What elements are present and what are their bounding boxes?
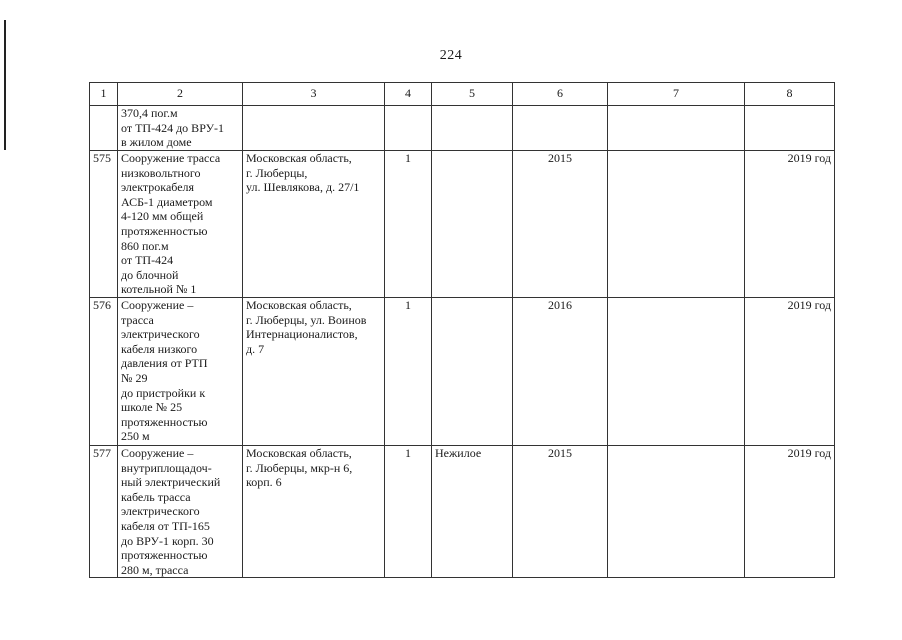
- header-col-2: 2: [118, 83, 243, 106]
- description-line: 4-120 мм общей: [121, 209, 204, 224]
- object-quantity: [385, 106, 432, 151]
- object-col7: [608, 297, 745, 445]
- row-number: 575: [90, 151, 118, 298]
- object-status: [432, 297, 513, 445]
- description-line: протяженностью: [121, 414, 208, 429]
- address-line: г. Люберцы, ул. Воинов: [246, 312, 367, 327]
- address-line: г. Люберцы,: [246, 165, 308, 180]
- page-number: 224: [439, 48, 463, 63]
- description-line: электрического: [121, 327, 200, 342]
- description-line: электрокабеля: [121, 180, 195, 195]
- object-year: 2016: [513, 297, 608, 445]
- description-line: 370,4 пог.м: [121, 106, 178, 120]
- object-status: [432, 106, 513, 151]
- header-col-6: 6: [513, 83, 608, 106]
- object-col7: [608, 151, 745, 298]
- row-number: 577: [90, 445, 118, 577]
- address-line: д. 7: [246, 341, 265, 356]
- description-line: Сооружение –: [121, 445, 194, 460]
- description-line: АСБ-1 диаметром: [121, 194, 213, 209]
- object-registration: 2019 год: [745, 445, 835, 577]
- description-line: школе № 25: [121, 400, 183, 415]
- header-col-3: 3: [243, 83, 385, 106]
- object-address: [243, 445, 385, 577]
- description-line: ный электрический: [121, 475, 221, 490]
- object-description: [118, 106, 243, 151]
- description-line: Сооружение трасса: [121, 151, 221, 165]
- description-line: кабеля от ТП-165: [121, 518, 210, 533]
- address-line: Московская область,: [246, 297, 352, 312]
- header-col-7: 7: [608, 83, 745, 106]
- object-quantity: 1: [385, 445, 432, 577]
- description-line: в жилом доме: [121, 135, 192, 150]
- margin-binding-line: [4, 20, 6, 150]
- object-description: [118, 151, 243, 298]
- description-line: 280 м, трасса: [121, 562, 189, 577]
- header-col-8: 8: [745, 83, 835, 106]
- description-line: от ТП-424 до ВРУ-1: [121, 120, 225, 135]
- object-quantity: 1: [385, 151, 432, 298]
- property-register-table: [89, 82, 835, 578]
- description-line: протяженностью: [121, 223, 208, 238]
- address-line: Московская область,: [246, 151, 352, 165]
- description-line: внутриплощадоч-: [121, 460, 212, 475]
- object-address: [243, 151, 385, 298]
- object-registration: 2019 год: [745, 151, 835, 298]
- table-row-continuation: [90, 106, 835, 151]
- description-line: до пристройки к: [121, 385, 206, 400]
- description-line: трасса: [121, 312, 154, 327]
- object-status: [432, 151, 513, 298]
- object-address: [243, 106, 385, 151]
- object-description: [118, 445, 243, 577]
- description-line: Сооружение –: [121, 297, 194, 312]
- object-quantity: 1: [385, 297, 432, 445]
- object-year: [513, 106, 608, 151]
- description-line: давления от РТП: [121, 356, 208, 371]
- description-line: до ВРУ-1 корп. 30: [121, 533, 214, 548]
- table-row: [90, 445, 835, 577]
- object-registration: 2019 год: [745, 297, 835, 445]
- header-col-5: 5: [432, 83, 513, 106]
- description-line: 860 пог.м: [121, 238, 169, 253]
- description-line: 250 м: [121, 429, 150, 444]
- object-year: 2015: [513, 445, 608, 577]
- address-line: Московская область,: [246, 445, 352, 460]
- description-line: электрического: [121, 504, 200, 519]
- object-status: Нежилое: [432, 445, 513, 577]
- object-registration: [745, 106, 835, 151]
- description-line: котельной № 1: [121, 282, 197, 297]
- object-description: [118, 297, 243, 445]
- address-line: Интернационалистов,: [246, 327, 358, 342]
- object-address: [243, 297, 385, 445]
- table-header-row: [90, 83, 835, 106]
- description-line: до блочной: [121, 267, 179, 282]
- row-number: 576: [90, 297, 118, 445]
- object-col7: [608, 106, 745, 151]
- object-year: 2015: [513, 151, 608, 298]
- address-line: ул. Шевлякова, д. 27/1: [246, 180, 360, 195]
- description-line: низковольтного: [121, 165, 201, 180]
- header-col-1: 1: [90, 83, 118, 106]
- description-line: от ТП-424: [121, 253, 174, 268]
- description-line: № 29: [121, 370, 148, 385]
- address-line: г. Люберцы, мкр-н 6,: [246, 460, 353, 475]
- table-row: [90, 297, 835, 445]
- table-row: [90, 151, 835, 298]
- description-line: кабеля низкого: [121, 341, 198, 356]
- address-line: корп. 6: [246, 475, 282, 490]
- row-number: [90, 106, 118, 151]
- description-line: кабель трасса: [121, 489, 191, 504]
- description-line: протяженностью: [121, 548, 208, 563]
- header-col-4: 4: [385, 83, 432, 106]
- object-col7: [608, 445, 745, 577]
